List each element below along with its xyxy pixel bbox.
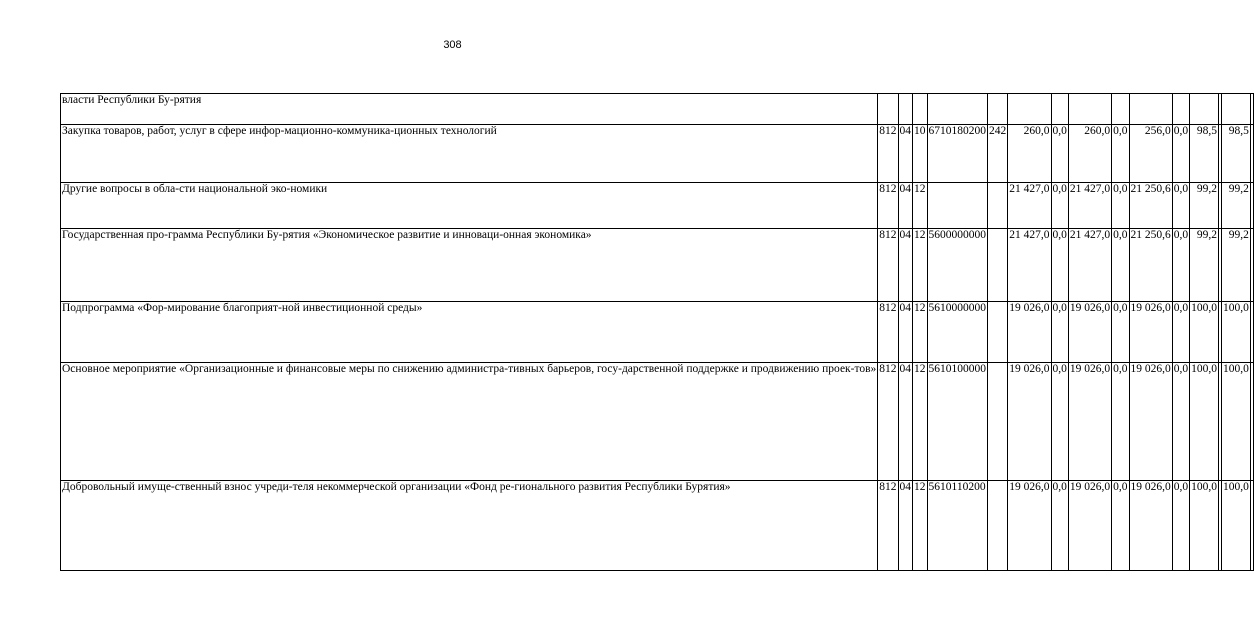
grbs-code [878, 94, 898, 125]
section-code: 04 [898, 125, 913, 183]
section-code: 04 [898, 302, 913, 363]
percent-1: 98,5 [1190, 125, 1219, 183]
expense-type-code [988, 94, 1008, 125]
percent-4 [1250, 481, 1253, 571]
table-row [61, 302, 1254, 363]
subsection-code: 12 [913, 183, 928, 229]
value-6: 0,0 [1172, 363, 1189, 481]
grbs-code: 812 [878, 302, 898, 363]
target-article-code [927, 94, 988, 125]
grbs-code: 812 [878, 229, 898, 302]
expense-type-code [988, 302, 1008, 363]
subsection-code: 12 [913, 302, 928, 363]
section-code: 04 [898, 363, 913, 481]
value-4: 0,0 [1112, 302, 1129, 363]
value-1: 19 026,0 [1008, 481, 1051, 571]
row-name: власти Республики Бу-рятия [61, 94, 878, 125]
value-5: 19 026,0 [1129, 481, 1172, 571]
value-6: 0,0 [1172, 183, 1189, 229]
percent-3 [1222, 94, 1251, 125]
section-code [898, 94, 913, 125]
value-2 [1051, 94, 1068, 125]
value-1: 19 026,0 [1008, 363, 1051, 481]
target-article-code: 5610000000 [927, 302, 988, 363]
value-6 [1172, 94, 1189, 125]
value-6: 0,0 [1172, 302, 1189, 363]
percent-4 [1250, 229, 1253, 302]
table-row [61, 229, 1254, 302]
value-3: 19 026,0 [1068, 481, 1111, 571]
row-name: Основное мероприятие «Организационные и финансовые меры по снижению администра-тивных барьеров, госу-дарственной поддержке и продвижению проек-тов» [61, 363, 878, 481]
table-row [61, 183, 1254, 229]
value-4: 0,0 [1112, 363, 1129, 481]
value-2: 0,0 [1051, 302, 1068, 363]
row-name: Добровольный имуще-ственный взнос учреди-теля некоммерческой организации «Фонд ре-гионального развития Республики Бурятия» [61, 481, 878, 571]
percent-1 [1190, 94, 1219, 125]
value-6: 0,0 [1172, 481, 1189, 571]
value-4: 0,0 [1112, 229, 1129, 302]
subsection-code [913, 94, 928, 125]
row-name: Государственная про-грамма Республики Бу-рятия «Экономическое развитие и инноваци-онная экономика» [61, 229, 878, 302]
expense-type-code [988, 229, 1008, 302]
value-5: 256,0 [1129, 125, 1172, 183]
target-article-code [927, 183, 988, 229]
value-5: 19 026,0 [1129, 363, 1172, 481]
row-name: Закупка товаров, работ, услуг в сфере инфор-мационно-коммуника-ционных технологий [61, 125, 878, 183]
value-3: 19 026,0 [1068, 363, 1111, 481]
percent-3: 98,5 [1222, 125, 1251, 183]
percent-1: 99,2 [1190, 183, 1219, 229]
percent-3: 100,0 [1222, 363, 1251, 481]
expense-type-code: 242 [988, 125, 1008, 183]
value-6: 0,0 [1172, 125, 1189, 183]
value-3: 21 427,0 [1068, 183, 1111, 229]
percent-1: 100,0 [1190, 302, 1219, 363]
grbs-code: 812 [878, 125, 898, 183]
table-row [61, 481, 1254, 571]
percent-1: 100,0 [1190, 481, 1219, 571]
budget-table [60, 93, 1254, 571]
table-row [61, 94, 1254, 125]
percent-4 [1250, 363, 1253, 481]
grbs-code: 812 [878, 363, 898, 481]
percent-4 [1250, 125, 1253, 183]
value-4: 0,0 [1112, 125, 1129, 183]
section-code: 04 [898, 481, 913, 571]
value-1: 21 427,0 [1008, 229, 1051, 302]
value-1: 260,0 [1008, 125, 1051, 183]
section-code: 04 [898, 183, 913, 229]
value-2: 0,0 [1051, 229, 1068, 302]
subsection-code: 12 [913, 229, 928, 302]
subsection-code: 12 [913, 481, 928, 571]
grbs-code: 812 [878, 481, 898, 571]
value-2: 0,0 [1051, 363, 1068, 481]
page-number: 308 [443, 39, 462, 51]
target-article-code: 5610110200 [927, 481, 988, 571]
value-4: 0,0 [1112, 481, 1129, 571]
value-1: 19 026,0 [1008, 302, 1051, 363]
percent-4 [1250, 302, 1253, 363]
subsection-code: 10 [913, 125, 928, 183]
percent-1: 99,2 [1190, 229, 1219, 302]
row-name: Другие вопросы в обла-сти национальной эко-номики [61, 183, 878, 229]
expense-type-code [988, 183, 1008, 229]
value-3: 21 427,0 [1068, 229, 1111, 302]
row-name: Подпрограмма «Фор-мирование благоприят-ной инвестиционной среды» [61, 302, 878, 363]
percent-3: 99,2 [1222, 183, 1251, 229]
target-article-code: 5600000000 [927, 229, 988, 302]
expense-type-code [988, 481, 1008, 571]
percent-3: 99,2 [1222, 229, 1251, 302]
section-code: 04 [898, 229, 913, 302]
value-5: 21 250,6 [1129, 183, 1172, 229]
value-2: 0,0 [1051, 125, 1068, 183]
value-5: 21 250,6 [1129, 229, 1172, 302]
value-4 [1112, 94, 1129, 125]
value-3: 19 026,0 [1068, 302, 1111, 363]
value-2: 0,0 [1051, 183, 1068, 229]
value-5 [1129, 94, 1172, 125]
value-2: 0,0 [1051, 481, 1068, 571]
subsection-code: 12 [913, 363, 928, 481]
table-row [61, 363, 1254, 481]
value-5: 19 026,0 [1129, 302, 1172, 363]
grbs-code: 812 [878, 183, 898, 229]
value-1: 21 427,0 [1008, 183, 1051, 229]
expense-type-code [988, 363, 1008, 481]
value-6: 0,0 [1172, 229, 1189, 302]
target-article-code: 5610100000 [927, 363, 988, 481]
value-3 [1068, 94, 1111, 125]
percent-3: 100,0 [1222, 302, 1251, 363]
percent-1: 100,0 [1190, 363, 1219, 481]
target-article-code: 6710180200 [927, 125, 988, 183]
value-4: 0,0 [1112, 183, 1129, 229]
percent-4 [1250, 94, 1253, 125]
table-row [61, 125, 1254, 183]
value-1 [1008, 94, 1051, 125]
percent-3: 100,0 [1222, 481, 1251, 571]
percent-4 [1250, 183, 1253, 229]
value-3: 260,0 [1068, 125, 1111, 183]
